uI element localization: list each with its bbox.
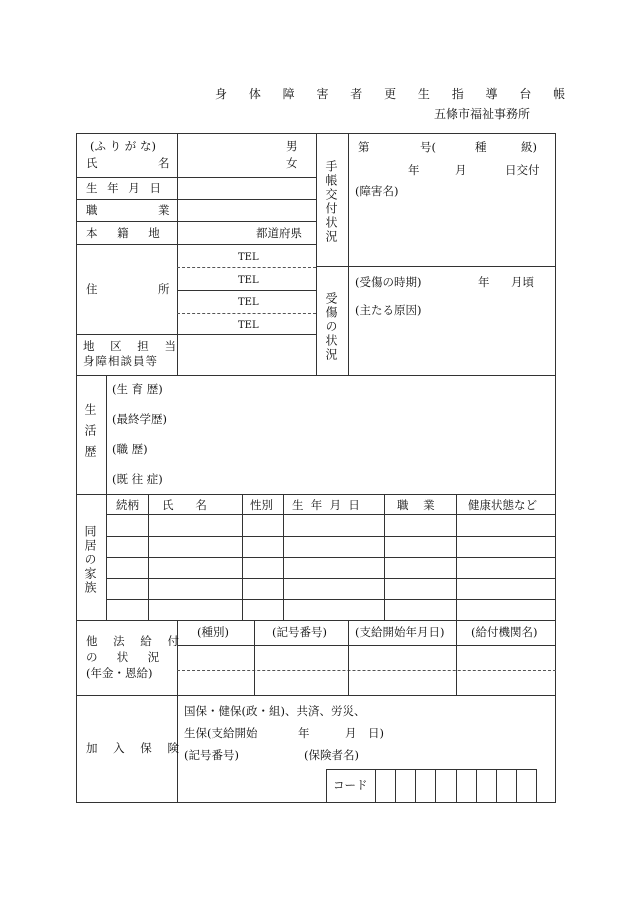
injury-label: 受傷の状況 — [324, 292, 338, 362]
address-label-2: 所 — [158, 282, 170, 296]
domicile-field[interactable] — [178, 222, 254, 244]
welfare-start-label: 生保(支給開始 — [184, 726, 258, 740]
injury-year: 年 — [478, 275, 490, 289]
family-header-birth: 生 年 月 日 — [292, 498, 360, 512]
office-name: 五條市福祉事務所 — [434, 107, 531, 121]
welfare-start-month: 月 — [345, 726, 357, 740]
job-field[interactable] — [178, 200, 316, 221]
history-growth: (生 育 歴) — [112, 382, 163, 396]
prefecture-suffix: 都道府県 — [256, 226, 302, 240]
notebook-label: 手帳交付状況 — [324, 160, 338, 244]
benefits-label: 他 法 給 付 — [86, 634, 185, 648]
domicile-label: 本 籍 地 — [86, 226, 168, 240]
tel-label-2: TEL — [238, 275, 259, 286]
family-header-sex: 性別 — [250, 498, 273, 512]
history-jobs: (職 歴) — [112, 442, 148, 456]
tel-label-1: TEL — [238, 252, 259, 263]
name-field[interactable] — [178, 134, 283, 177]
insurance-types: 国保・健保(政・組)、共済、労災、 — [184, 704, 366, 718]
family-header-health: 健康状態など — [468, 498, 537, 512]
birth-date-label: 生 年 月 日 — [86, 181, 164, 195]
history-medical: (既 往 症) — [112, 472, 163, 486]
tel-label-3: TEL — [238, 297, 259, 308]
benefits-label-2: の 状 況 — [86, 650, 164, 664]
document-title: 身 体 障 害 者 更 生 指 導 台 帳 — [215, 87, 575, 101]
notebook-number-suffix: 号( — [420, 140, 436, 154]
female-option[interactable]: 女 — [286, 156, 298, 170]
notebook-year: 年 — [408, 163, 420, 177]
district-label: 地 区 担 当 — [83, 339, 182, 353]
welfare-start-year: 年 — [298, 726, 310, 740]
address-field[interactable] — [178, 245, 316, 334]
injury-time-label: (受傷の時期) — [355, 275, 422, 289]
address-label: 住 — [86, 282, 98, 296]
job-label-2: 業 — [158, 203, 170, 217]
injury-month: 月頃 — [511, 275, 534, 289]
welfare-start-day: 日) — [368, 726, 384, 740]
code-label: コード — [333, 778, 368, 792]
name-label-2: 名 — [158, 156, 170, 170]
family-header-job: 職 業 — [397, 498, 435, 512]
insurer-name-label: (保険者名) — [304, 748, 359, 762]
insurance-label: 加 入 保 険 — [86, 741, 185, 755]
notebook-month: 月 — [455, 163, 467, 177]
notebook-issued: 日交付 — [505, 163, 540, 177]
history-education: (最終学歴) — [112, 412, 167, 426]
benefits-label-3: (年金・恩給) — [86, 666, 153, 680]
notebook-grade-2: 級) — [521, 140, 537, 154]
injury-cause-label: (主たる原因) — [355, 303, 422, 317]
family-header-relation: 続柄 — [116, 498, 139, 512]
tel-label-4: TEL — [238, 320, 259, 331]
district-label-2: 身障相談員等 — [83, 354, 158, 368]
insurance-number-label: (記号番号) — [184, 748, 239, 762]
birth-date-field[interactable] — [178, 178, 316, 199]
furigana-label: (ふ り が な) — [90, 139, 156, 153]
benefits-header-type: (種別) — [197, 625, 229, 639]
benefits-header-start: (支給開始年月日) — [355, 625, 445, 639]
family-label: 同居の家族 — [83, 525, 97, 595]
benefits-header-number: (記号番号) — [272, 625, 327, 639]
district-field[interactable] — [178, 335, 316, 375]
male-option[interactable]: 男 — [286, 139, 298, 153]
disability-name-label: (障害名) — [355, 184, 399, 198]
notebook-grade: 種 — [475, 140, 487, 154]
name-label: 氏 — [86, 156, 98, 170]
life-history-label: 生活歴 — [83, 403, 97, 466]
benefits-header-agency: (給付機関名) — [471, 625, 538, 639]
job-label: 職 — [86, 203, 98, 217]
notebook-number-prefix: 第 — [358, 140, 370, 154]
family-header-name: 氏 名 — [162, 498, 207, 512]
